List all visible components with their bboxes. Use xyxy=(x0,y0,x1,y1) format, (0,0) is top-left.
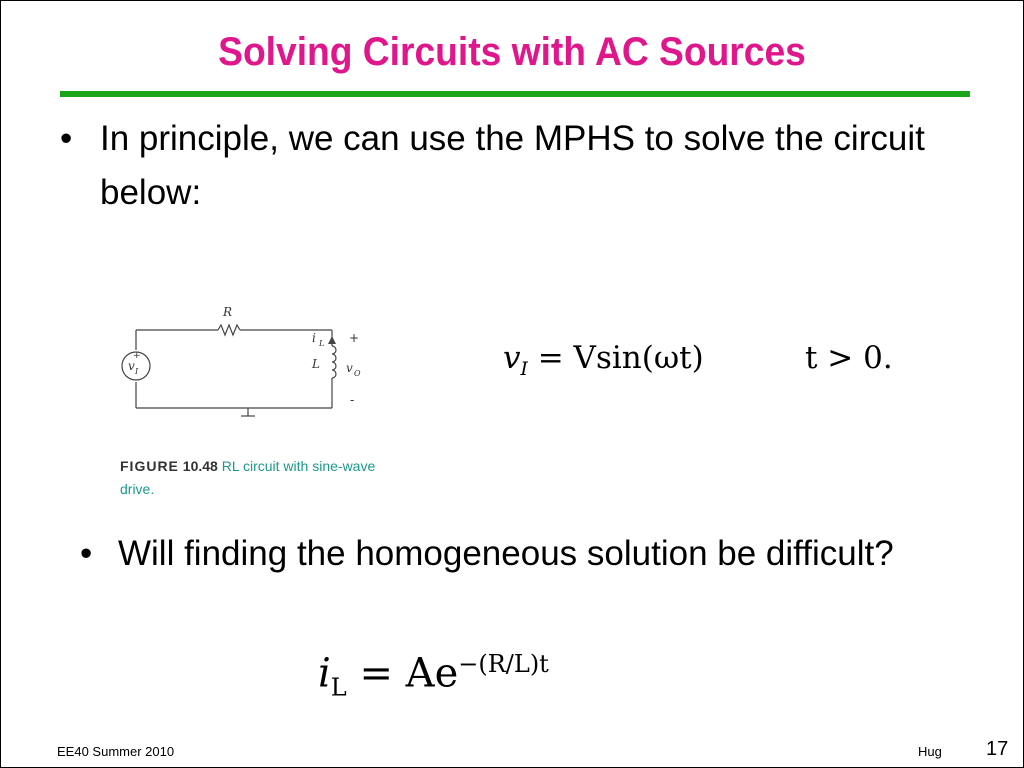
caption-label: FIGURE xyxy=(120,458,179,474)
figure-caption xyxy=(120,455,380,501)
vout-plus: + xyxy=(349,331,360,345)
current-label: i xyxy=(312,331,316,345)
footer-author: Hug xyxy=(918,744,942,759)
bullet-text: In principle, we can use the MPHS to solve the circuit below: xyxy=(100,119,925,212)
current-sub-label: L xyxy=(319,339,325,348)
eq-input-sub: I xyxy=(520,359,528,381)
current-arrow-icon xyxy=(328,336,336,344)
title-underline xyxy=(60,91,970,97)
page-number: 17 xyxy=(986,738,1009,760)
vout-sub-label: O xyxy=(354,369,361,378)
eq-input-var: v xyxy=(503,340,521,376)
bullet-marker: • xyxy=(80,534,93,573)
footer-course: EE40 Summer 2010 xyxy=(57,744,175,759)
bullet-marker: • xyxy=(60,119,73,158)
source-sub-label: I xyxy=(135,367,139,376)
vout-minus: - xyxy=(350,393,355,407)
eq-input-rhs: = Vsin(ωt) xyxy=(527,340,704,376)
vout-label: v xyxy=(346,361,353,375)
source-plus: + xyxy=(133,351,141,361)
bullet-1 xyxy=(60,112,940,220)
resistor-label: R xyxy=(223,305,233,319)
circuit-diagram xyxy=(118,300,398,450)
eq-solution-exp: −(R/L)t xyxy=(458,650,549,678)
bullet-text: Will finding the homogeneous solution be difficult? xyxy=(118,534,894,573)
source-label: v xyxy=(128,359,135,373)
caption-text: RL circuit with sine-wave drive. xyxy=(120,458,376,497)
time-condition: t > 0. xyxy=(805,340,893,376)
homogeneous-solution-equation xyxy=(318,650,549,701)
inductor-label: L xyxy=(312,357,320,371)
eq-solution-rhs: = Ae xyxy=(346,650,459,697)
slide-title: Solving Circuits with AC Sources xyxy=(218,30,806,74)
input-equation xyxy=(503,340,704,380)
eq-solution-sub: L xyxy=(330,673,347,702)
caption-number: 10.48 xyxy=(182,458,218,474)
bullet-2 xyxy=(80,527,980,581)
eq-solution-var: i xyxy=(318,650,331,697)
